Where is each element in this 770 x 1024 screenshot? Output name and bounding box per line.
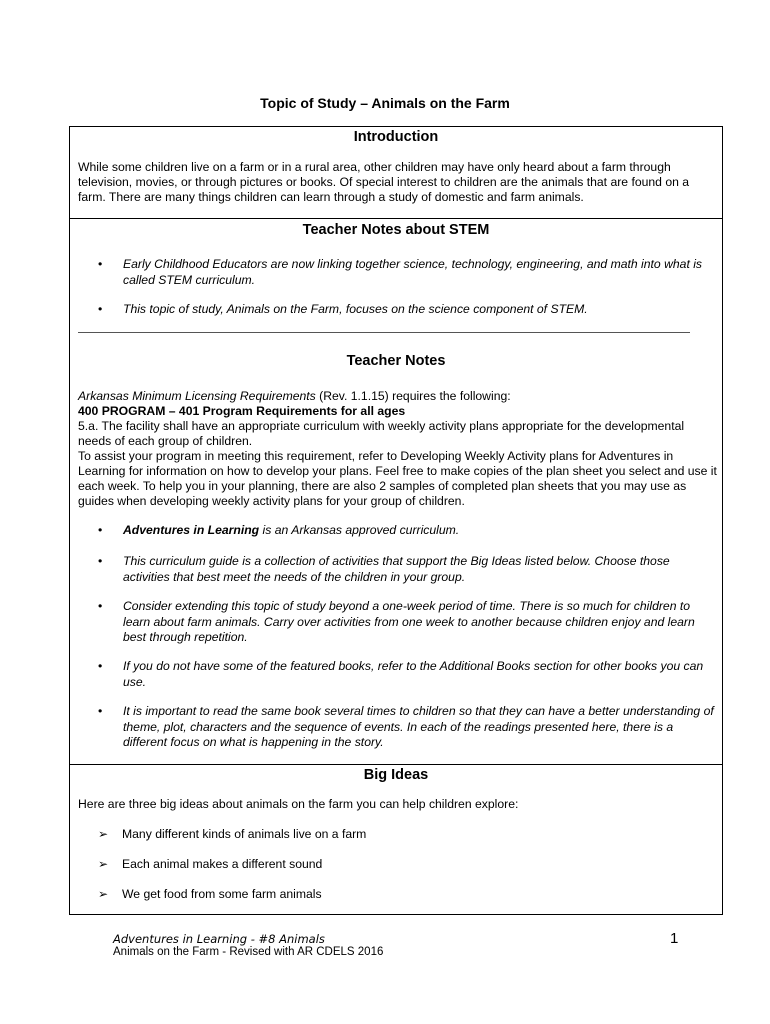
bullet-icon: • xyxy=(98,599,103,613)
stem-bullet-text: This topic of study, Animals on the Farm, focuses on the science component of STEM. xyxy=(123,302,588,316)
stem-bullet-text: Early Childhood Educators are now linking together science, technology, engineering, and math into what is called STEM curriculum. xyxy=(123,257,703,287)
notes-bullet xyxy=(98,523,718,539)
licensing-title: Arkansas Minimum Licensing Requirements xyxy=(78,389,316,403)
section-divider xyxy=(70,764,722,765)
notes-heading: Teacher Notes xyxy=(346,353,446,369)
big-idea-item xyxy=(98,887,698,902)
licensing-requirement xyxy=(78,389,718,404)
content-frame xyxy=(69,126,723,915)
page-title: Topic of Study – Animals on the Farm xyxy=(260,95,510,111)
footer-revision: Animals on the Farm - Revised with AR CDELS 2016 xyxy=(113,946,384,958)
notes-bullet-text: Consider extending this topic of study beyond a one-week period of time. There is so much for children to learn about farm animals. Carry over activities from one week to another because children enjoy and learn best through repetition. xyxy=(123,599,695,644)
bullet-icon: • xyxy=(98,704,103,718)
notes-bullet-text: If you do not have some of the featured books, refer to the Additional Books section for other books you can use. xyxy=(123,659,704,689)
assist-paragraph: To assist your program in meeting this requirement, refer to Developing Weekly Activity plans for Adventures in Learning for information on how to develop your plans. Feel free to make copies of the plan sheet you select and use it each week. To help you in your planning, there are also 2 samples of completed plan sheets that you may use as guides when developing weekly activity plans for your group of children. xyxy=(78,449,717,508)
notes-bullet xyxy=(98,599,718,646)
arrow-bullet-icon: ➢ xyxy=(98,827,109,841)
bullet-icon: • xyxy=(98,554,103,568)
page-number: 1 xyxy=(670,930,679,947)
arrow-bullet-icon: ➢ xyxy=(98,857,109,871)
notes-bullet-text xyxy=(123,523,718,539)
curriculum-name: Adventures in Learning xyxy=(123,523,260,537)
stem-heading: Teacher Notes about STEM xyxy=(302,222,490,238)
big-idea-text: Each animal makes a different sound xyxy=(122,857,323,871)
bullet-icon: • xyxy=(98,523,103,537)
bullet-icon: • xyxy=(98,257,103,271)
bullet-icon: • xyxy=(98,659,103,673)
big-ideas-heading: Big Ideas xyxy=(363,767,429,783)
arrow-bullet-icon: ➢ xyxy=(98,887,109,901)
intro-heading: Introduction xyxy=(353,129,439,145)
section-divider xyxy=(70,218,722,219)
stem-bullet xyxy=(98,302,718,318)
stem-bullet xyxy=(98,257,718,288)
bullet-icon: • xyxy=(98,302,103,316)
big-ideas-intro: Here are three big ideas about animals on the farm you can help children explore: xyxy=(78,797,519,811)
program-line: 400 PROGRAM – 401 Program Requirements for all ages xyxy=(78,404,406,418)
underline-separator xyxy=(78,332,690,333)
big-idea-item xyxy=(98,857,698,872)
requirement-5a: 5.a. The facility shall have an appropriate curriculum with weekly activity plans appropriate for the developmental needs of each group of children. xyxy=(78,419,685,448)
licensing-rev: (Rev. 1.1.15) requires the following: xyxy=(315,389,511,403)
big-idea-text: We get food from some farm animals xyxy=(122,887,322,901)
notes-bullet xyxy=(98,554,718,585)
notes-bullet-text: This curriculum guide is a collection of activities that support the Big Ideas listed below. Choose those activities that best meet the needs of the children in your group. xyxy=(123,554,670,584)
curriculum-approved: is an Arkansas approved curriculum. xyxy=(259,523,460,537)
big-idea-text: Many different kinds of animals live on a farm xyxy=(122,827,367,841)
intro-text: While some children live on a farm or in a rural area, other children may have only heard about a farm through television, movies, or through pictures or books. Of special interest to children are the animals that are found on a farm. There are many things children can learn through a study of domestic and farm animals. xyxy=(78,160,690,204)
notes-bullet xyxy=(98,704,718,751)
notes-bullet xyxy=(98,659,718,690)
footer-series: Adventures in Learning - #8 Animals xyxy=(113,932,325,946)
big-idea-item xyxy=(98,827,698,842)
notes-bullet-text: It is important to read the same book several times to children so that they can have a better understanding of theme, plot, characters and the sequence of events. In each of the readings presented here, there is a different focus on what is happening in the story. xyxy=(123,704,714,749)
